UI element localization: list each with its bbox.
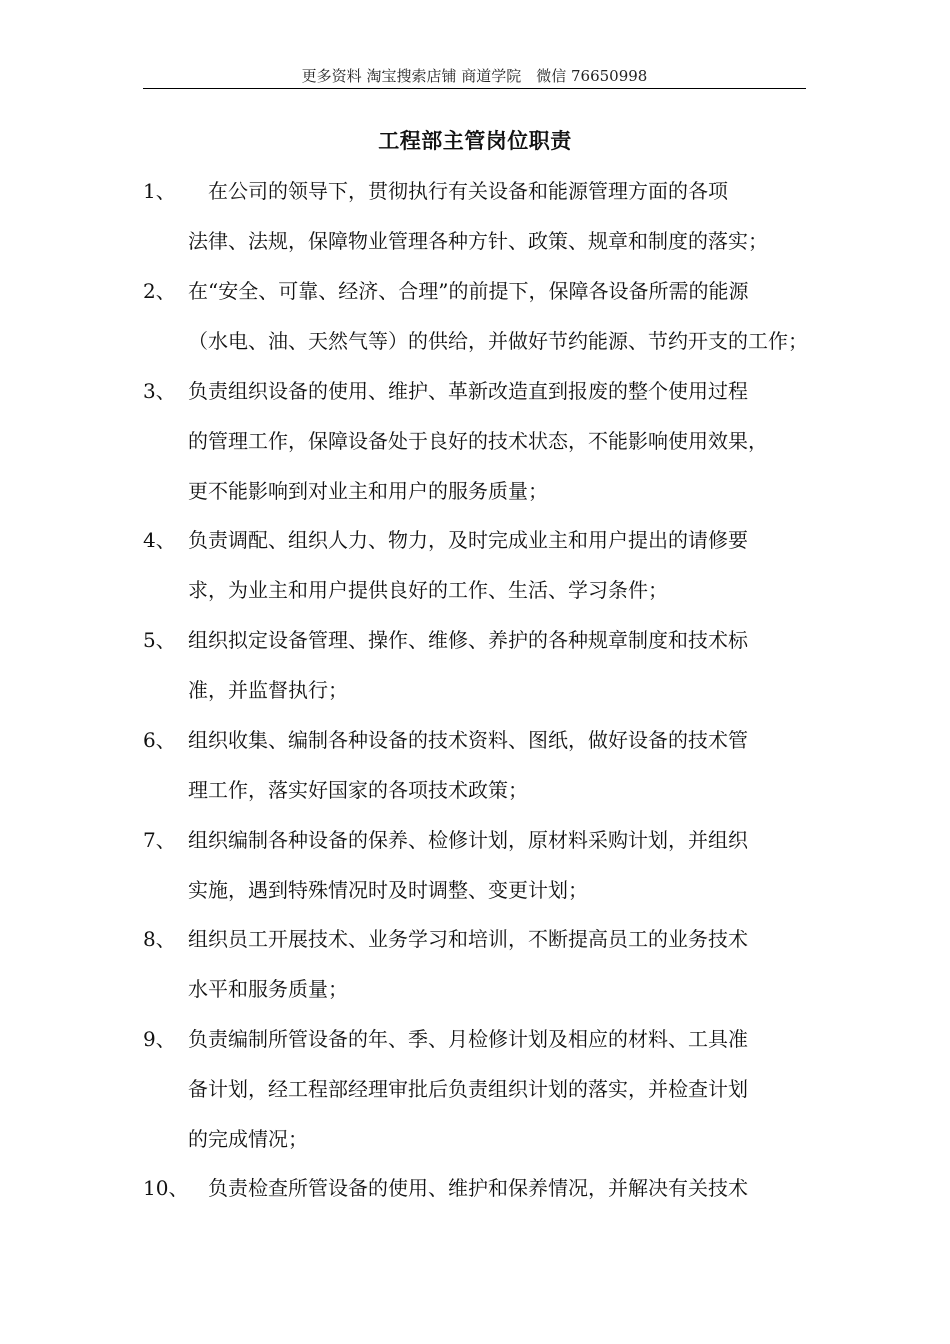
item-text-line: 法律、法规，保障物业管理各种方针、政策、规章和制度的落实； [188, 229, 768, 253]
item-text-line: 组织员工开展技术、业务学习和培训，不断提高员工的业务技术 [188, 927, 748, 951]
header-divider [143, 88, 806, 89]
item-text-line: 组织编制各种设备的保养、检修计划，原材料采购计划，并组织 [188, 828, 748, 852]
item-text-line: 实施，遇到特殊情况时及时调整、变更计划； [188, 878, 588, 902]
item-text-line: 备计划，经工程部经理审批后负责组织计划的落实，并检查计划 [188, 1077, 748, 1101]
item-number: 2、 [143, 279, 176, 303]
item-text-line: 负责检查所管设备的使用、维护和保养情况，并解决有关技术 [188, 1176, 748, 1200]
item-text-line: 负责编制所管设备的年、季、月检修计划及相应的材料、工具准 [188, 1027, 748, 1051]
item-number: 5、 [143, 628, 176, 652]
item-number: 7、 [143, 828, 176, 852]
item-text-line: 的管理工作，保障设备处于良好的技术状态，不能影响使用效果， [188, 429, 768, 453]
item-number: 1、 [143, 179, 176, 203]
item-number: 4、 [143, 528, 176, 552]
item-text-line: 准，并监督执行； [188, 678, 348, 702]
item-text-line: （水电、油、天然气等）的供给，并做好节约能源、节约开支的工作； [188, 329, 808, 353]
page-header: 更多资料 淘宝搜索店铺 商道学院 微信 76650998 [301, 67, 648, 85]
item-text-line: 负责调配、组织人力、物力，及时完成业主和用户提出的请修要 [188, 528, 748, 552]
item-text-line: 在公司的领导下，贯彻执行有关设备和能源管理方面的各项 [188, 179, 728, 203]
item-number: 8、 [143, 927, 176, 951]
item-number: 6、 [143, 728, 176, 752]
item-number: 9、 [143, 1027, 176, 1051]
item-number: 3、 [143, 379, 176, 403]
item-text-line: 负责组织设备的使用、维护、革新改造直到报废的整个使用过程 [188, 379, 748, 403]
item-text-line: 的完成情况； [188, 1127, 308, 1151]
item-text-line: 组织拟定设备管理、操作、维修、养护的各种规章制度和技术标 [188, 628, 748, 652]
item-text-line: 理工作，落实好国家的各项技术政策； [188, 778, 528, 802]
document-title: 工程部主管岗位职责 [378, 128, 572, 153]
item-text-line: 更不能影响到对业主和用户的服务质量； [188, 479, 548, 503]
item-text-line: 水平和服务质量； [188, 977, 348, 1001]
item-text-line: 在“安全、可靠、经济、合理”的前提下，保障各设备所需的能源 [188, 279, 749, 303]
item-number: 10、 [143, 1176, 189, 1200]
item-text-line: 组织收集、编制各种设备的技术资料、图纸，做好设备的技术管 [188, 728, 748, 752]
item-text-line: 求，为业主和用户提供良好的工作、生活、学习条件； [188, 578, 668, 602]
